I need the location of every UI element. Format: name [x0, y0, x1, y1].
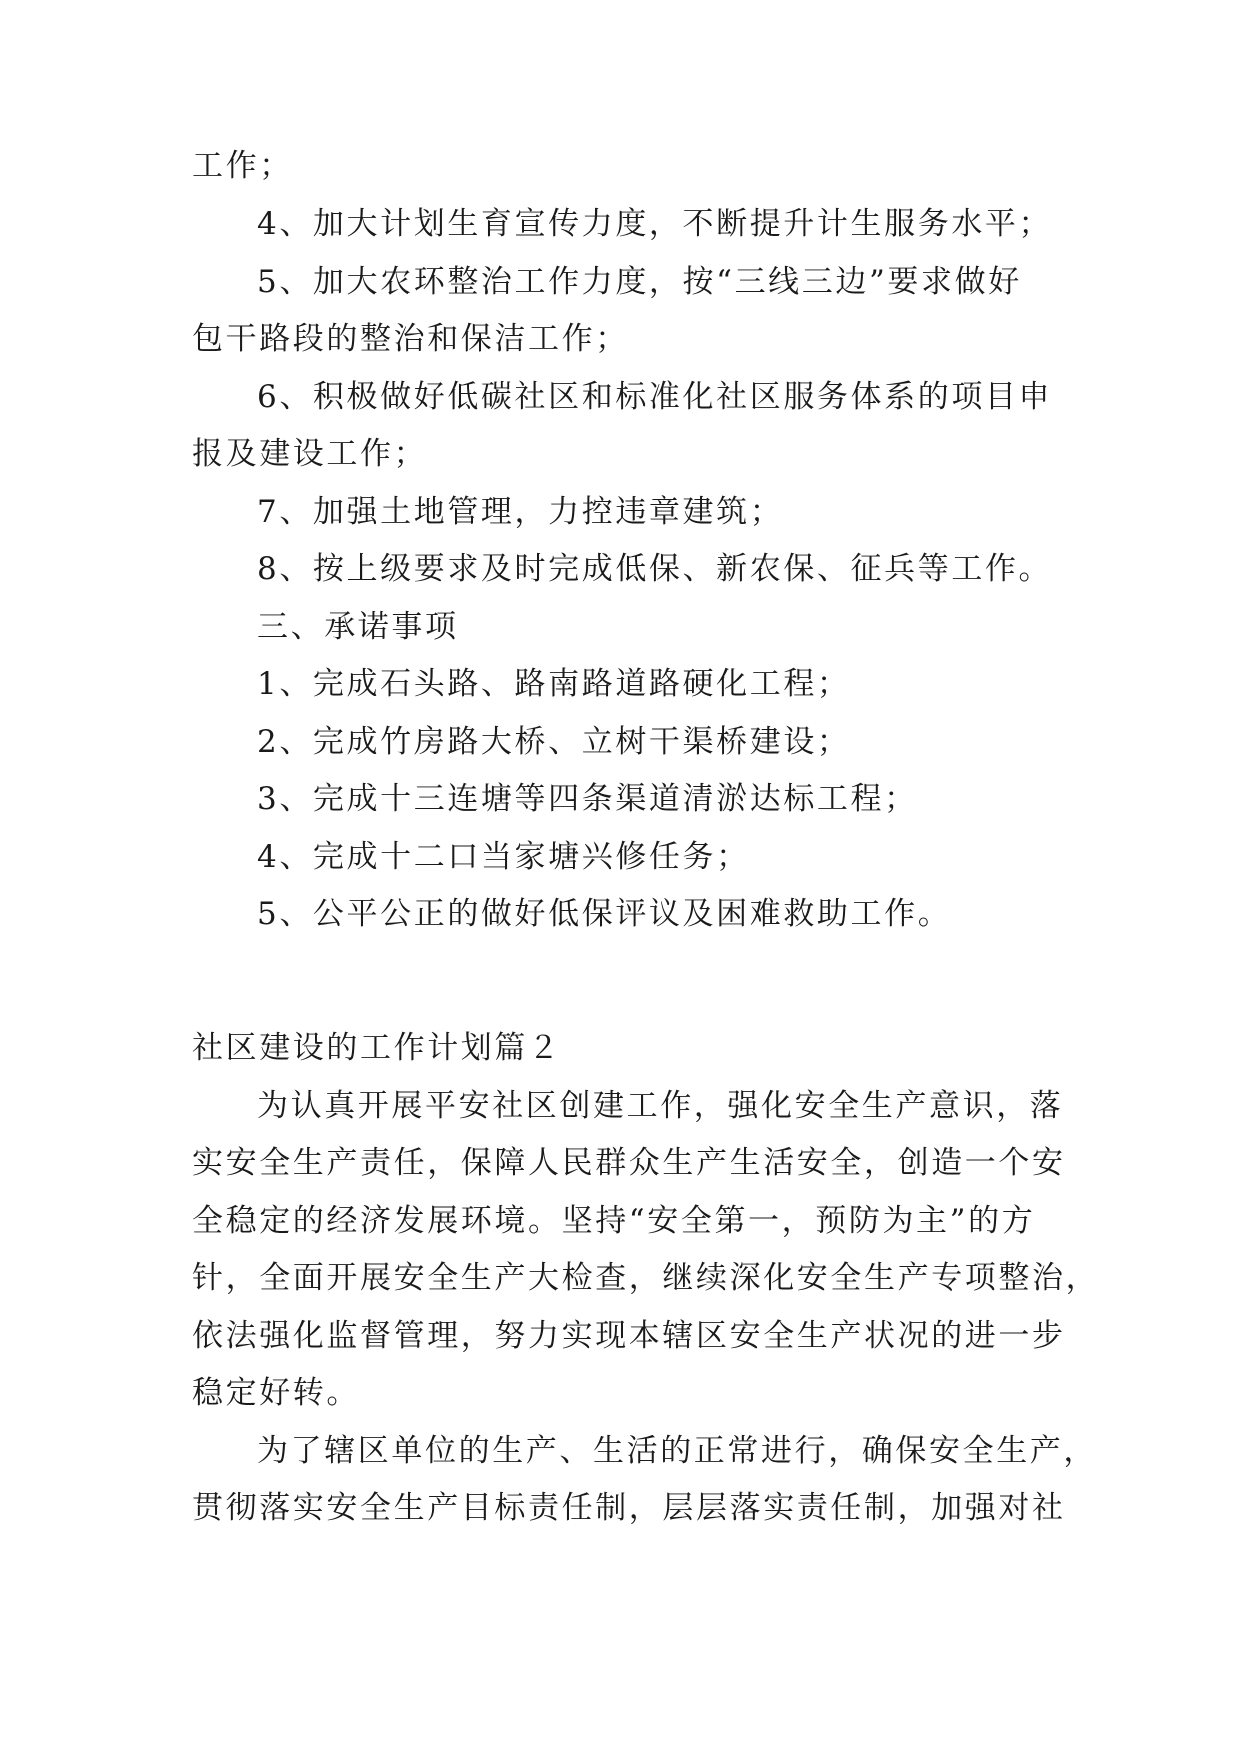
text-line: 5、加大农环整治工作力度，按“三线三边”要求做好 — [257, 264, 1022, 300]
text-line: 6、积极做好低碳社区和标准化社区服务体系的项目申 — [257, 379, 1053, 415]
section-heading: 三、承诺事项 — [257, 609, 459, 645]
text-line: 2、完成竹房路大桥、立树干渠桥建设； — [257, 724, 851, 760]
text-line: 7、加强土地管理，力控违章建筑； — [257, 494, 784, 530]
text-line: 为了辖区单位的生产、生活的正常进行，确保安全生产， — [257, 1433, 1097, 1469]
text-line: 为认真开展平安社区创建工作，强化安全生产意识，落 — [257, 1088, 1064, 1124]
text-line: 5、公平公正的做好低保评议及困难救助工作。 — [257, 896, 952, 932]
text-line: 依法强化监督管理，努力实现本辖区安全生产状况的进一步 — [192, 1318, 1066, 1354]
text-line: 全稳定的经济发展环境。坚持“安全第一，预防为主”的方 — [192, 1203, 1036, 1239]
text-line: 包干路段的整治和保洁工作； — [192, 321, 629, 357]
text-line: 4、完成十二口当家塘兴修任务； — [257, 839, 750, 875]
article-title: 社区建设的工作计划篇２ — [192, 1030, 562, 1066]
text-line: 报及建设工作； — [192, 436, 428, 472]
text-line: 4、加大计划生育宣传力度，不断提升计生服务水平； — [257, 206, 1053, 242]
text-line: 8、按上级要求及时完成低保、新农保、征兵等工作。 — [257, 551, 1053, 587]
text-line: 1、完成石头路、路南路道路硬化工程； — [257, 666, 851, 702]
text-line: 实安全生产责任，保障人民群众生产生活安全，创造一个安 — [192, 1145, 1066, 1181]
text-line: 针，全面开展安全生产大检查，继续深化安全生产专项整治， — [192, 1260, 1100, 1296]
text-line: 稳定好转。 — [192, 1375, 360, 1411]
text-line: 3、完成十三连塘等四条渠道清淤达标工程； — [257, 781, 918, 817]
text-line: 工作； — [192, 148, 293, 184]
text-line: 贯彻落实安全生产目标责任制，层层落实责任制，加强对社 — [192, 1490, 1066, 1526]
